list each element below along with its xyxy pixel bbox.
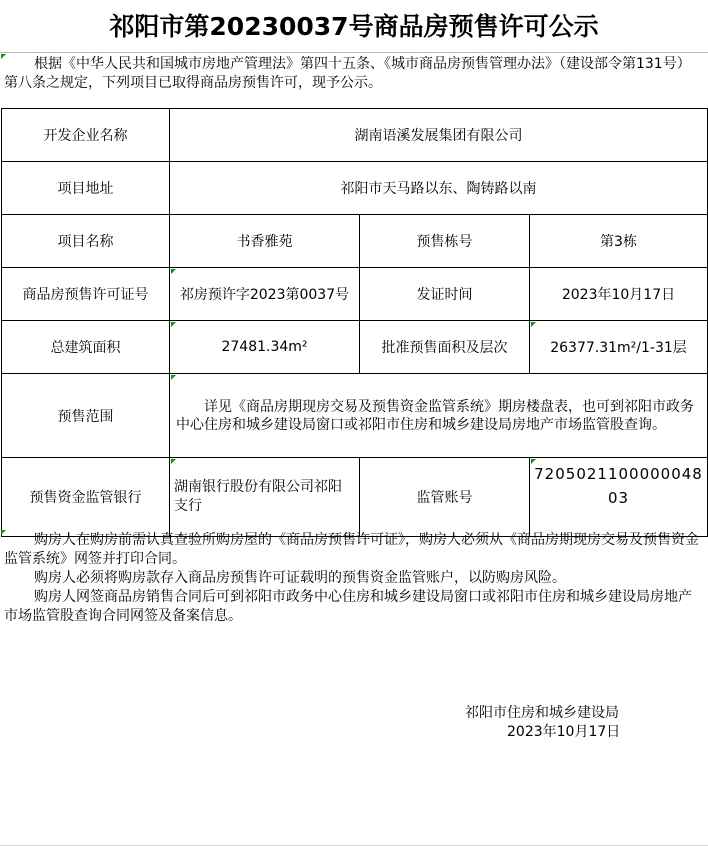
permit-no-cell — [170, 268, 360, 321]
note-paragraph: 购房人必须将购房款存入商品房预售许可证载明的预售资金监管账户，以防购房风险。 — [34, 570, 566, 586]
approved-area-value: 26377.31m²/1-31层 — [550, 340, 687, 356]
table-row — [2, 109, 708, 162]
signature-block — [465, 704, 665, 742]
building-label: 预售栋号 — [360, 215, 530, 268]
project-name-label: 项目名称 — [2, 215, 170, 268]
approved-area-label: 批准预售面积及层次 — [360, 321, 530, 374]
page-title: 祁阳市第20230037号商品房预售许可公示 — [0, 0, 708, 53]
total-area-label: 总建筑面积 — [2, 321, 170, 374]
table-row — [2, 458, 708, 537]
cell-marker-icon — [531, 322, 536, 327]
scope-value: 详见《商品房期现房交易及预售资金监管系统》期房楼盘表，也可到祁阳市政务中心住房和城乡建设局窗口或祁阳市住房和城乡建设局房地产市场监管股查询。 — [176, 398, 694, 433]
building-value: 第3栋 — [530, 215, 708, 268]
total-area-cell — [170, 321, 360, 374]
cell-marker-icon — [171, 269, 176, 274]
bank-cell — [170, 458, 360, 537]
table-row — [2, 374, 708, 458]
approved-area-cell — [530, 321, 708, 374]
issue-date-value: 2023年10月17日 — [530, 268, 708, 321]
cell-marker-icon — [171, 375, 176, 380]
developer-label: 开发企业名称 — [2, 109, 170, 162]
permit-no-value: 祁房预许字2023第0037号 — [179, 287, 350, 303]
bank-value: 湖南银行股份有限公司祁阳支行 — [174, 479, 342, 514]
account-label: 监管账号 — [360, 458, 530, 537]
intro-paragraph: 根据《中华人民共和国城市房地产管理法》第四十五条、《城市商品房预售管理办法》（建设部令第131号）第八条之规定，下列项目已取得商品房预售许可，现予公示。 — [4, 56, 691, 91]
bank-label: 预售资金监管银行 — [2, 458, 170, 537]
permit-no-label: 商品房预售许可证号 — [2, 268, 170, 321]
scope-label: 预售范围 — [2, 374, 170, 458]
issuing-authority: 祁阳市住房和城乡建设局 — [465, 705, 619, 721]
note-paragraph: 购房人网签商品房销售合同后可到祁阳市政务中心住房和城乡建设局窗口或祁阳市住房和城乡建设局房地产市场监管股查询合同网签及备案信息。 — [4, 589, 692, 624]
address-label: 项目地址 — [2, 162, 170, 215]
cell-marker-icon — [531, 459, 536, 464]
table-row — [2, 321, 708, 374]
cell-marker-icon — [171, 322, 176, 327]
note-paragraph: 购房人在购房前需认真查验所购房屋的《商品房预售许可证》，购房人必须从《商品房期现房交易及预售资金监管系统》网签并打印合同。 — [4, 532, 699, 567]
notes-section — [4, 531, 702, 626]
scope-cell — [170, 374, 708, 458]
permit-table — [1, 108, 708, 537]
table-row — [2, 162, 708, 215]
developer-value: 湖南语溪发展集团有限公司 — [170, 109, 708, 162]
address-value: 祁阳市天马路以东、陶铸路以南 — [170, 162, 708, 215]
total-area-value: 27481.34m² — [221, 339, 308, 355]
signature-date: 2023年10月17日 — [507, 724, 621, 740]
cell-marker-icon — [171, 459, 176, 464]
account-cell — [530, 458, 708, 537]
account-value: 720502110000004803 — [534, 465, 703, 507]
project-name-value: 书香雅苑 — [170, 215, 360, 268]
table-row — [2, 215, 708, 268]
issue-date-label: 发证时间 — [360, 268, 530, 321]
table-row — [2, 268, 708, 321]
